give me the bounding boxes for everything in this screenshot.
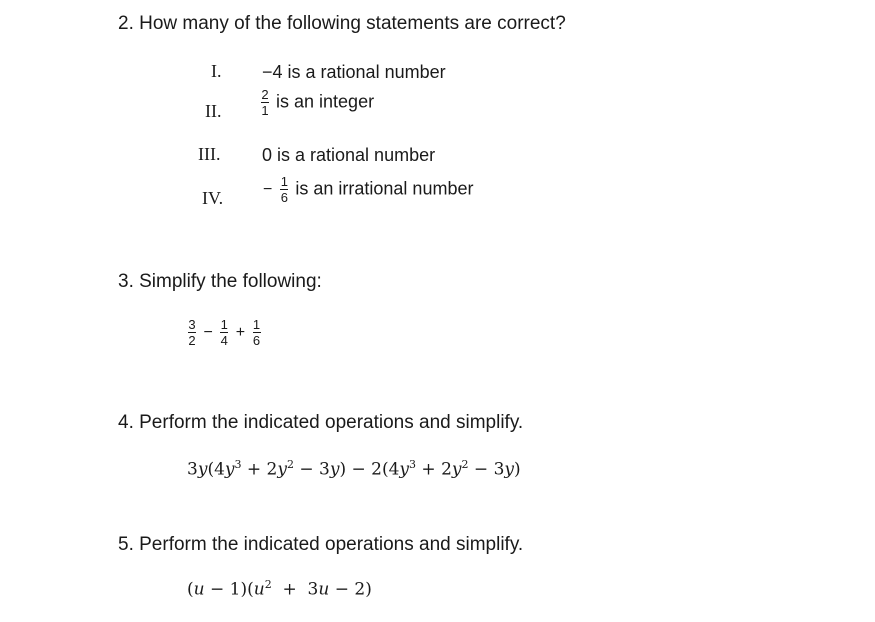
expr-term: − 3 — [293, 459, 330, 480]
variable-y: y — [451, 459, 462, 480]
statement-text-1: −4 is a rational number — [262, 62, 446, 82]
fraction-numerator: 2 — [261, 87, 269, 102]
expr-term: ( — [187, 579, 194, 600]
statement-text-3: 0 is a rational number — [262, 145, 436, 165]
expr-term: + 2 — [416, 459, 452, 480]
expr-term: − 3 — [468, 459, 505, 480]
variable-u: u — [253, 579, 265, 600]
exponent: 2 — [286, 458, 294, 471]
question-3-prompt: 3. Simplify the following: — [118, 271, 322, 292]
statement-numeral-2: II. — [205, 101, 222, 121]
statement-numeral-3: III. — [198, 144, 221, 164]
statement-2 — [259, 88, 374, 117]
fraction-denominator: 2 — [188, 333, 196, 348]
fraction-numerator: 1 — [220, 317, 228, 332]
question-2-prompt: 2. How many of the following statements are correct? — [118, 13, 566, 34]
variable-u: u — [193, 579, 205, 600]
statement-numeral-1: I. — [211, 61, 222, 81]
statement-4 — [262, 175, 473, 204]
exponent: 3 — [234, 458, 242, 471]
statement-text-2: is an integer — [276, 91, 375, 112]
variable-y: y — [224, 459, 235, 480]
fraction-1-over-6 — [253, 318, 261, 347]
statement-text-4: is an irrational number — [295, 178, 474, 199]
fraction-numerator: 1 — [252, 317, 261, 332]
fraction-1-over-4 — [220, 318, 228, 347]
fraction-denominator: 1 — [261, 103, 269, 118]
question-4-prompt: 4. Perform the indicated operations and simplify. — [118, 412, 524, 433]
fraction-denominator: 6 — [280, 190, 288, 205]
fraction-numerator: 1 — [280, 174, 288, 189]
minus-operator: − — [203, 323, 213, 341]
expr-term: + 3 — [271, 579, 319, 600]
variable-y: y — [329, 459, 340, 480]
fraction-2-over-1 — [261, 88, 269, 117]
variable-y: y — [399, 459, 410, 480]
exponent: 3 — [409, 458, 417, 471]
variable-u: u — [318, 579, 330, 600]
fraction-denominator: 6 — [252, 333, 261, 348]
expr-term: + 2 — [241, 459, 278, 480]
variable-y: y — [197, 459, 208, 480]
plus-operator: + — [235, 323, 246, 341]
minus-sign: − — [263, 180, 273, 198]
variable-y: y — [504, 459, 514, 480]
expr-term: ) − 2(4 — [339, 459, 400, 480]
expr-term: ) — [514, 459, 521, 480]
exponent: 2 — [461, 458, 469, 471]
fraction-expression — [186, 318, 263, 347]
statement-numeral-4: IV. — [202, 188, 224, 208]
expr-term: 3 — [187, 459, 198, 480]
expr-term: (4 — [207, 459, 225, 480]
question-5-prompt: 5. Perform the indicated operations and simplify. — [118, 534, 524, 555]
variable-y: y — [277, 459, 287, 480]
expr-term: − 1)( — [204, 579, 254, 600]
fraction-1-over-6 — [280, 175, 288, 204]
exponent: 2 — [264, 578, 272, 591]
expr-term: − 2) — [329, 579, 372, 600]
polynomial-expression-4 — [187, 458, 521, 480]
fraction-denominator: 4 — [220, 333, 228, 348]
polynomial-expression-5 — [187, 578, 372, 600]
fraction-3-over-2 — [188, 318, 196, 347]
fraction-numerator: 3 — [188, 317, 196, 332]
